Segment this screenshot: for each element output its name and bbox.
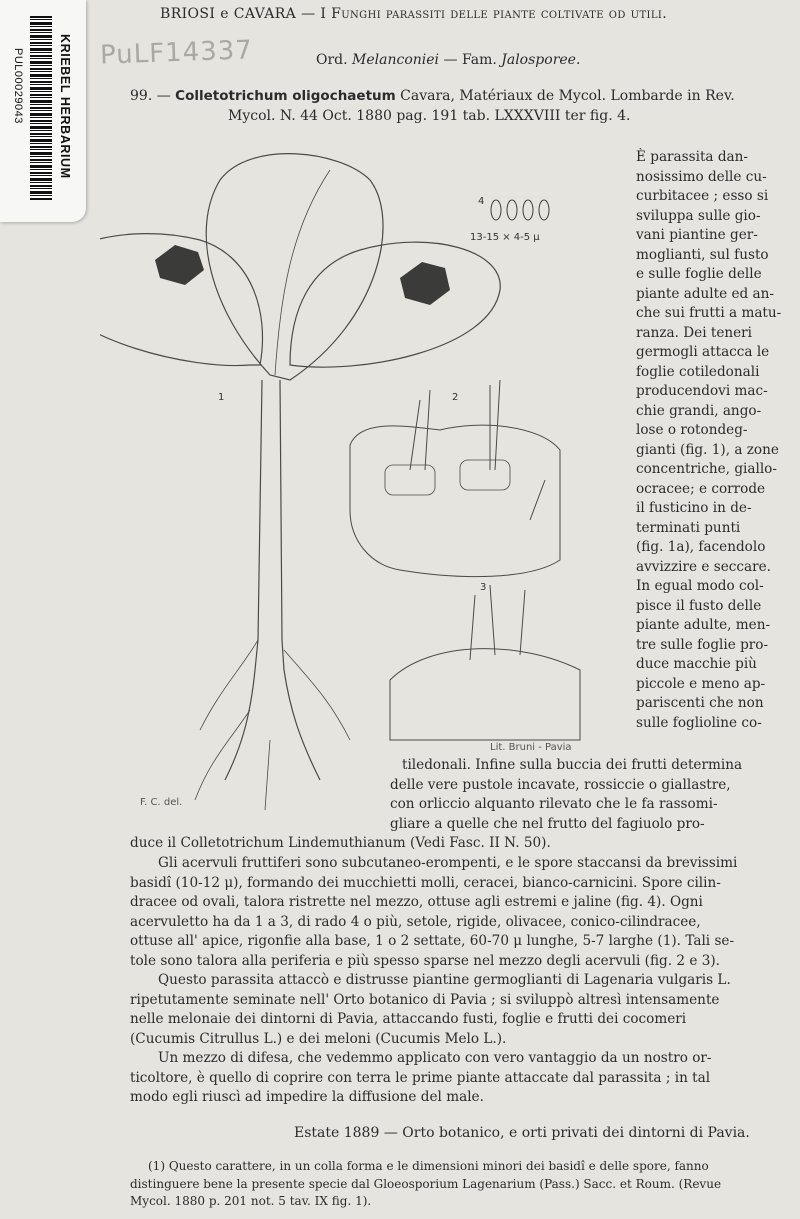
citation-line-2: Mycol. N. 44 Oct. 1880 pag. 191 tab. LXXXVIII ter fig. 4.	[228, 108, 631, 124]
fig2-tissue	[350, 380, 560, 577]
stem	[225, 380, 320, 780]
family-name: Jalosporee.	[501, 52, 581, 68]
lithographer-credit: Lit. Bruni - Pavia	[490, 742, 572, 753]
botanical-illustration	[100, 140, 630, 820]
header-series: — I Funghi parassiti delle piante coltivate od utili.	[301, 6, 668, 22]
text-wide-block-2: Gli acervuli fruttiferi sono subcutaneo-erompenti, e le spore staccansi da brevissimi basidî (10-12 μ), formando dei mucchietti molli, ceracei, bianco-carnicini. Spore cilin- dracee od ovali, talora ristrette nel mezzo, ottuse agli estremi e jaline (fig. 4). Ogni acervuletto ha da 1 a 3, di rado 4 o più, setole, rigide, olivacee, conico-cilindracee, ottuse all' apice, rigonfie alla base, 1 o 2 settate, 60-70 μ lunghe, 5-7 larghe (1). Tali se- tole sono talora alla periferia e più spesso sparse nel mezzo degli acervuli (fig. 2 e 3). Questo parassita attaccò e distrusse piantine germoglianti di Lagenaria vulgaris L. ripetutamente seminate nell' Orto botanico di Pavia ; si sviluppò altresì intensamente nelle melonaie dei dintorni di Pavia, attaccando fusti, foglie e frutti dei cocomeri (Cucumis Citrullus L.) e dei meloni (Cucumis Melo L.). Un mezzo di difesa, che vedemmo applicato con vero vantaggio da un nostro or- ticoltore, è quello di coprire con terra le prime piante attaccate dal parassita ; in tal modo egli riuscì ad impedire la diffusione del male.	[130, 855, 738, 1105]
right-cotyledon	[290, 242, 500, 367]
citation-line-1: Cavara, Matériaux de Mycol. Lombarde in Rev.	[400, 88, 735, 104]
spores-fig4	[491, 200, 549, 220]
classification-line: Ord. Melanconiei — Fam. Jalosporee.	[316, 52, 581, 68]
fig3-section	[390, 585, 580, 740]
footnote: (1) Questo carattere, in un colla forma e le dimensioni minori dei basidî e delle spore, fanno distinguere bene la presente specie dal Gloeosporium Lagenarium (Pass.) Sacc. et Roum. (Revue Mycol. 1880 p. 201 not. 5 tav. IX fig. 1).	[130, 1159, 722, 1208]
barcode-number: PUL00029043	[12, 48, 24, 124]
text-right-column: È parassita dan- nosissimo delle cu- curbitacee ; esso si sviluppa sulle gio- vani piantine ger- moglianti, sul fusto e sulle foglie delle piante adulte ed an- che sui frutti a matu- ranza. Dei teneri germogli attacca le foglie cotiledonali producendovi mac- chie grandi, ango- lose o rotondeg- gianti (fig. 1), a zone concentriche, giallo- ocracee; e corrode il fusticino in de- terminati punti (fig. 1a), facendolo avvizzire e seccare. In egual modo col- pisce il fusto delle piante adulte, men- tre sulle foglie pro- duce macchie più piccole e meno ap- pariscenti che non sulle foglioline co-	[636, 149, 782, 731]
barcode	[30, 16, 52, 200]
leaf-spots	[100, 245, 450, 315]
entry-number: 99. —	[130, 88, 171, 104]
fig-label-4: 4	[478, 196, 485, 207]
fig-label-1: 1	[218, 392, 225, 403]
herbarium-label-sticker	[0, 0, 86, 222]
text-wide-block-1: tiledonali. Infine sulla buccia dei frutti determina delle vere pustole incavate, rossiccie o giallastre, con orliccio alquanto rilevato che le fa rassomi- gliare a quelle che nel frutto del fagiuolo pro- duce il Colletotrichum Lindemuthianum (Vedi Fasc. II N. 50).	[130, 757, 743, 851]
species-name: Colletotrichum oligochaetum	[175, 88, 396, 104]
collection-note: Estate 1889 — Orto botanico, e orti privati dei dintorni di Pavia.	[294, 1125, 750, 1141]
page-header	[160, 6, 667, 22]
ordo-name: Melanconiei	[352, 52, 440, 68]
spore-size-label: 13-15 × 4-5 μ	[470, 232, 540, 243]
herbarium-name: KRIEBEL HERBARIUM	[58, 34, 72, 179]
fig-label-3: 3	[480, 582, 487, 593]
upper-leaf	[206, 154, 383, 380]
artist-credit: F. C. del.	[140, 797, 183, 808]
header-authors: BRIOSI e CAVARA	[160, 6, 297, 22]
handwritten-accession: PuLF14337	[99, 35, 254, 71]
entry-title	[130, 88, 735, 104]
fig-label-2: 2	[452, 392, 459, 403]
